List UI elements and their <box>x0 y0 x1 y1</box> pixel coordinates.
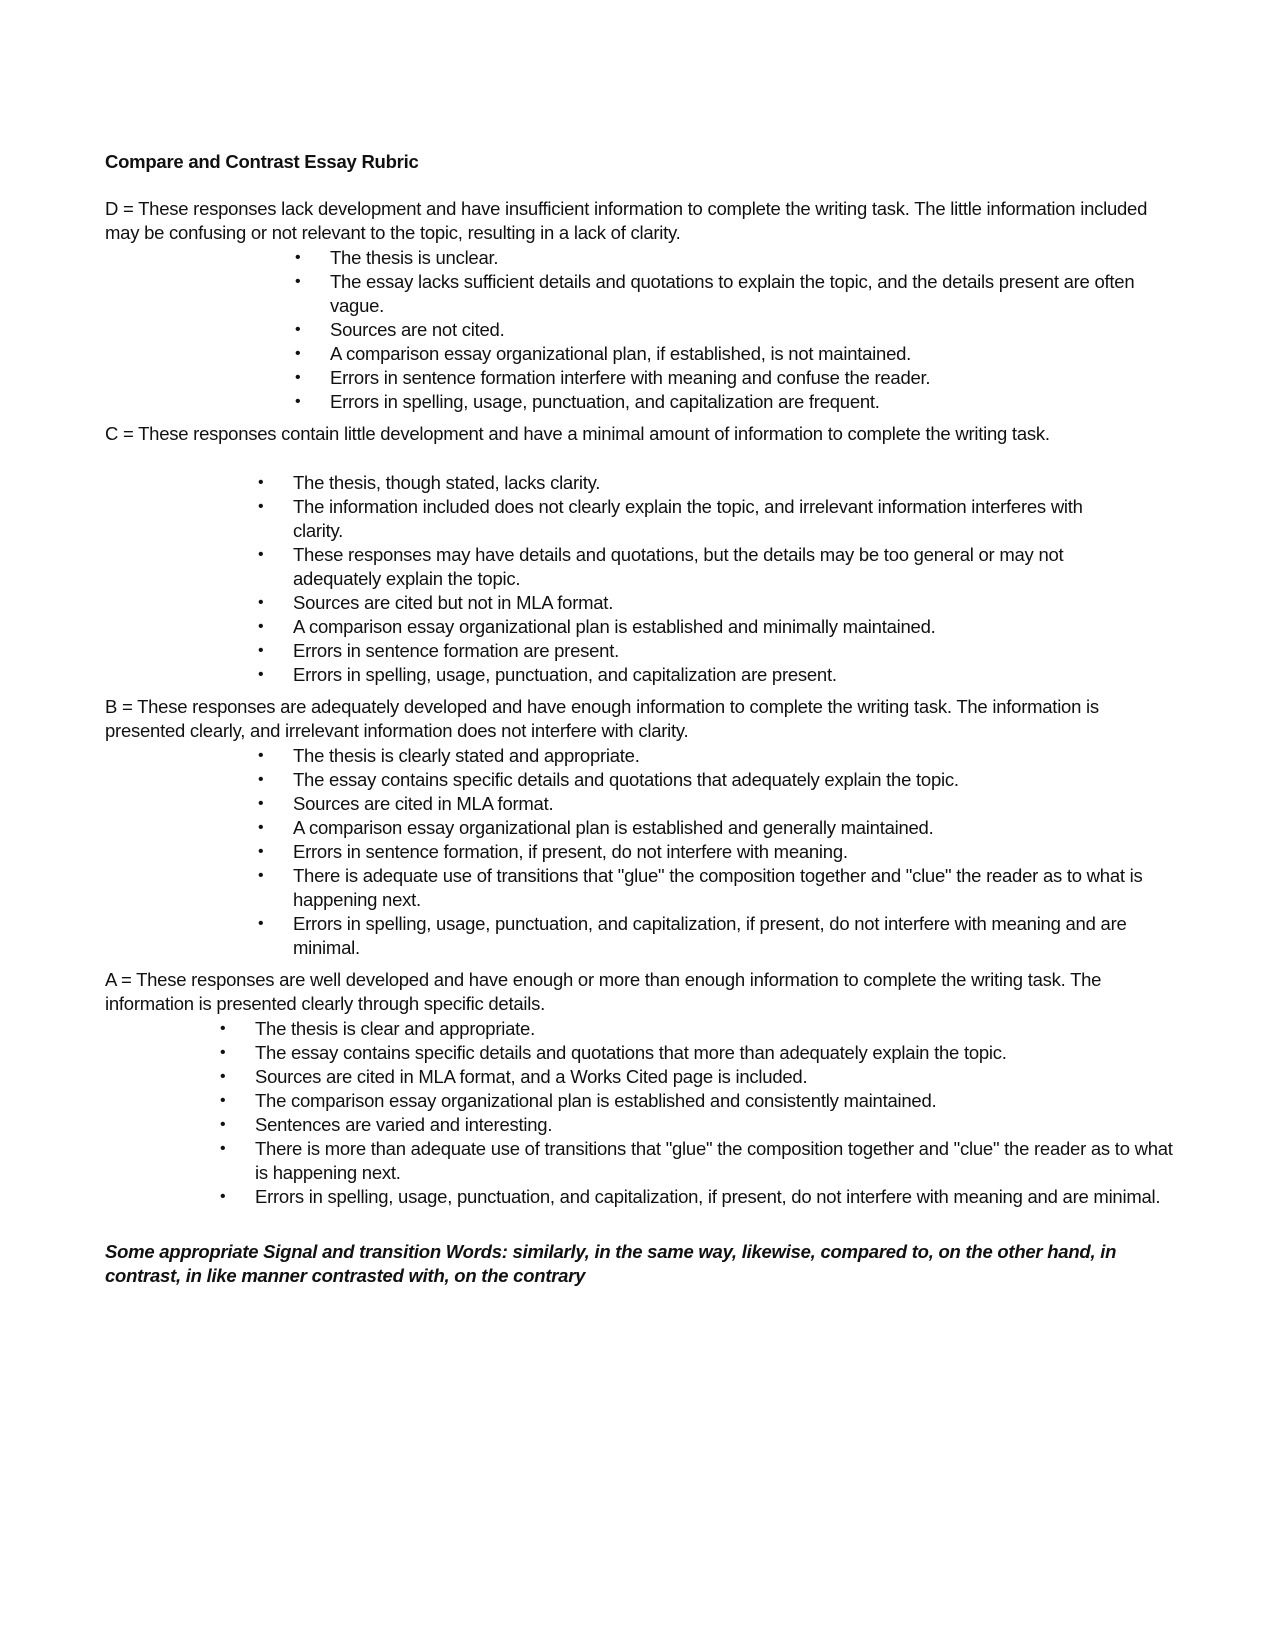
section-c-bullet: • These responses may have details and quotations, but the details may be too general or may not adequately explain the topic. <box>293 543 1113 591</box>
section-a-intro: A = These responses are well developed and have enough or more than enough information to complete the writing task. The information is presented clearly through specific details. <box>105 969 1102 1014</box>
section-c-intro: C = These responses contain little development and have a minimal amount of information to complete the writing task. <box>105 423 1050 444</box>
section-c-bullet: • The information included does not clearly explain the topic, and irrelevant information interferes with clarity. <box>293 495 1113 543</box>
section-d-bullet: • The essay lacks sufficient details and quotations to explain the topic, and the details present are often vague. <box>330 270 1180 318</box>
section-c-bullet: • Sources are cited but not in MLA format. <box>293 591 1113 615</box>
document-title: Compare and Contrast Essay Rubric <box>105 151 419 172</box>
section-d-bullet: • Errors in spelling, usage, punctuation, and capitalization are frequent. <box>330 390 1180 414</box>
section-c-bullets <box>293 471 1113 687</box>
section-d-bullet: • The thesis is unclear. <box>330 246 1180 270</box>
section-a-bullets <box>255 1017 1175 1209</box>
section-c-bullet: • The thesis, though stated, lacks clarity. <box>293 471 1113 495</box>
section-b-bullet: • The thesis is clearly stated and appropriate. <box>293 744 1173 768</box>
section-a-bullet: • The essay contains specific details and quotations that more than adequately explain the topic. <box>255 1041 1175 1065</box>
section-a-bullet: • The comparison essay organizational plan is established and consistently maintained. <box>255 1089 1175 1113</box>
signal-words-note: Some appropriate Signal and transition Words: similarly, in the same way, likewise, compared to, on the other hand, in contrast, in like manner contrasted with, on the contrary <box>105 1241 1117 1286</box>
section-d-bullets <box>330 246 1180 414</box>
section-b-intro: B = These responses are adequately developed and have enough information to complete the writing task. The information is presented clearly, and irrelevant information does not interfere with clarity. <box>105 696 1099 741</box>
section-b-bullets <box>293 744 1173 960</box>
section-a-bullet: • Errors in spelling, usage, punctuation, and capitalization, if present, do not interfere with meaning and are minimal. <box>255 1185 1175 1209</box>
section-d-bullet: • A comparison essay organizational plan, if established, is not maintained. <box>330 342 1180 366</box>
section-a-bullet: • Sentences are varied and interesting. <box>255 1113 1175 1137</box>
section-d-intro: D = These responses lack development and have insufficient information to complete the writing task. The little information included may be confusing or not relevant to the topic, resulting in a lack of clarity. <box>105 198 1148 243</box>
section-b-bullet: • Errors in spelling, usage, punctuation, and capitalization, if present, do not interfere with meaning and are minimal. <box>293 912 1173 960</box>
section-c-bullet: • Errors in sentence formation are present. <box>293 639 1113 663</box>
section-c-bullet: • A comparison essay organizational plan is established and minimally maintained. <box>293 615 1113 639</box>
section-a-bullet: • Sources are cited in MLA format, and a Works Cited page is included. <box>255 1065 1175 1089</box>
section-b-bullet: • A comparison essay organizational plan is established and generally maintained. <box>293 816 1173 840</box>
section-b-bullet: • Errors in sentence formation, if present, do not interfere with meaning. <box>293 840 1173 864</box>
section-a-bullet: • The thesis is clear and appropriate. <box>255 1017 1175 1041</box>
section-b-bullet: • The essay contains specific details and quotations that adequately explain the topic. <box>293 768 1173 792</box>
section-d-bullet: • Sources are not cited. <box>330 318 1180 342</box>
section-b-bullet: • There is adequate use of transitions that "glue" the composition together and "clue" the reader as to what is happening next. <box>293 864 1173 912</box>
section-c-bullet: • Errors in spelling, usage, punctuation, and capitalization are present. <box>293 663 1113 687</box>
section-d-bullet: • Errors in sentence formation interfere with meaning and confuse the reader. <box>330 366 1180 390</box>
section-a-bullet: • There is more than adequate use of transitions that "glue" the composition together and "clue" the reader as to what is happening next. <box>255 1137 1175 1185</box>
section-b-bullet: • Sources are cited in MLA format. <box>293 792 1173 816</box>
